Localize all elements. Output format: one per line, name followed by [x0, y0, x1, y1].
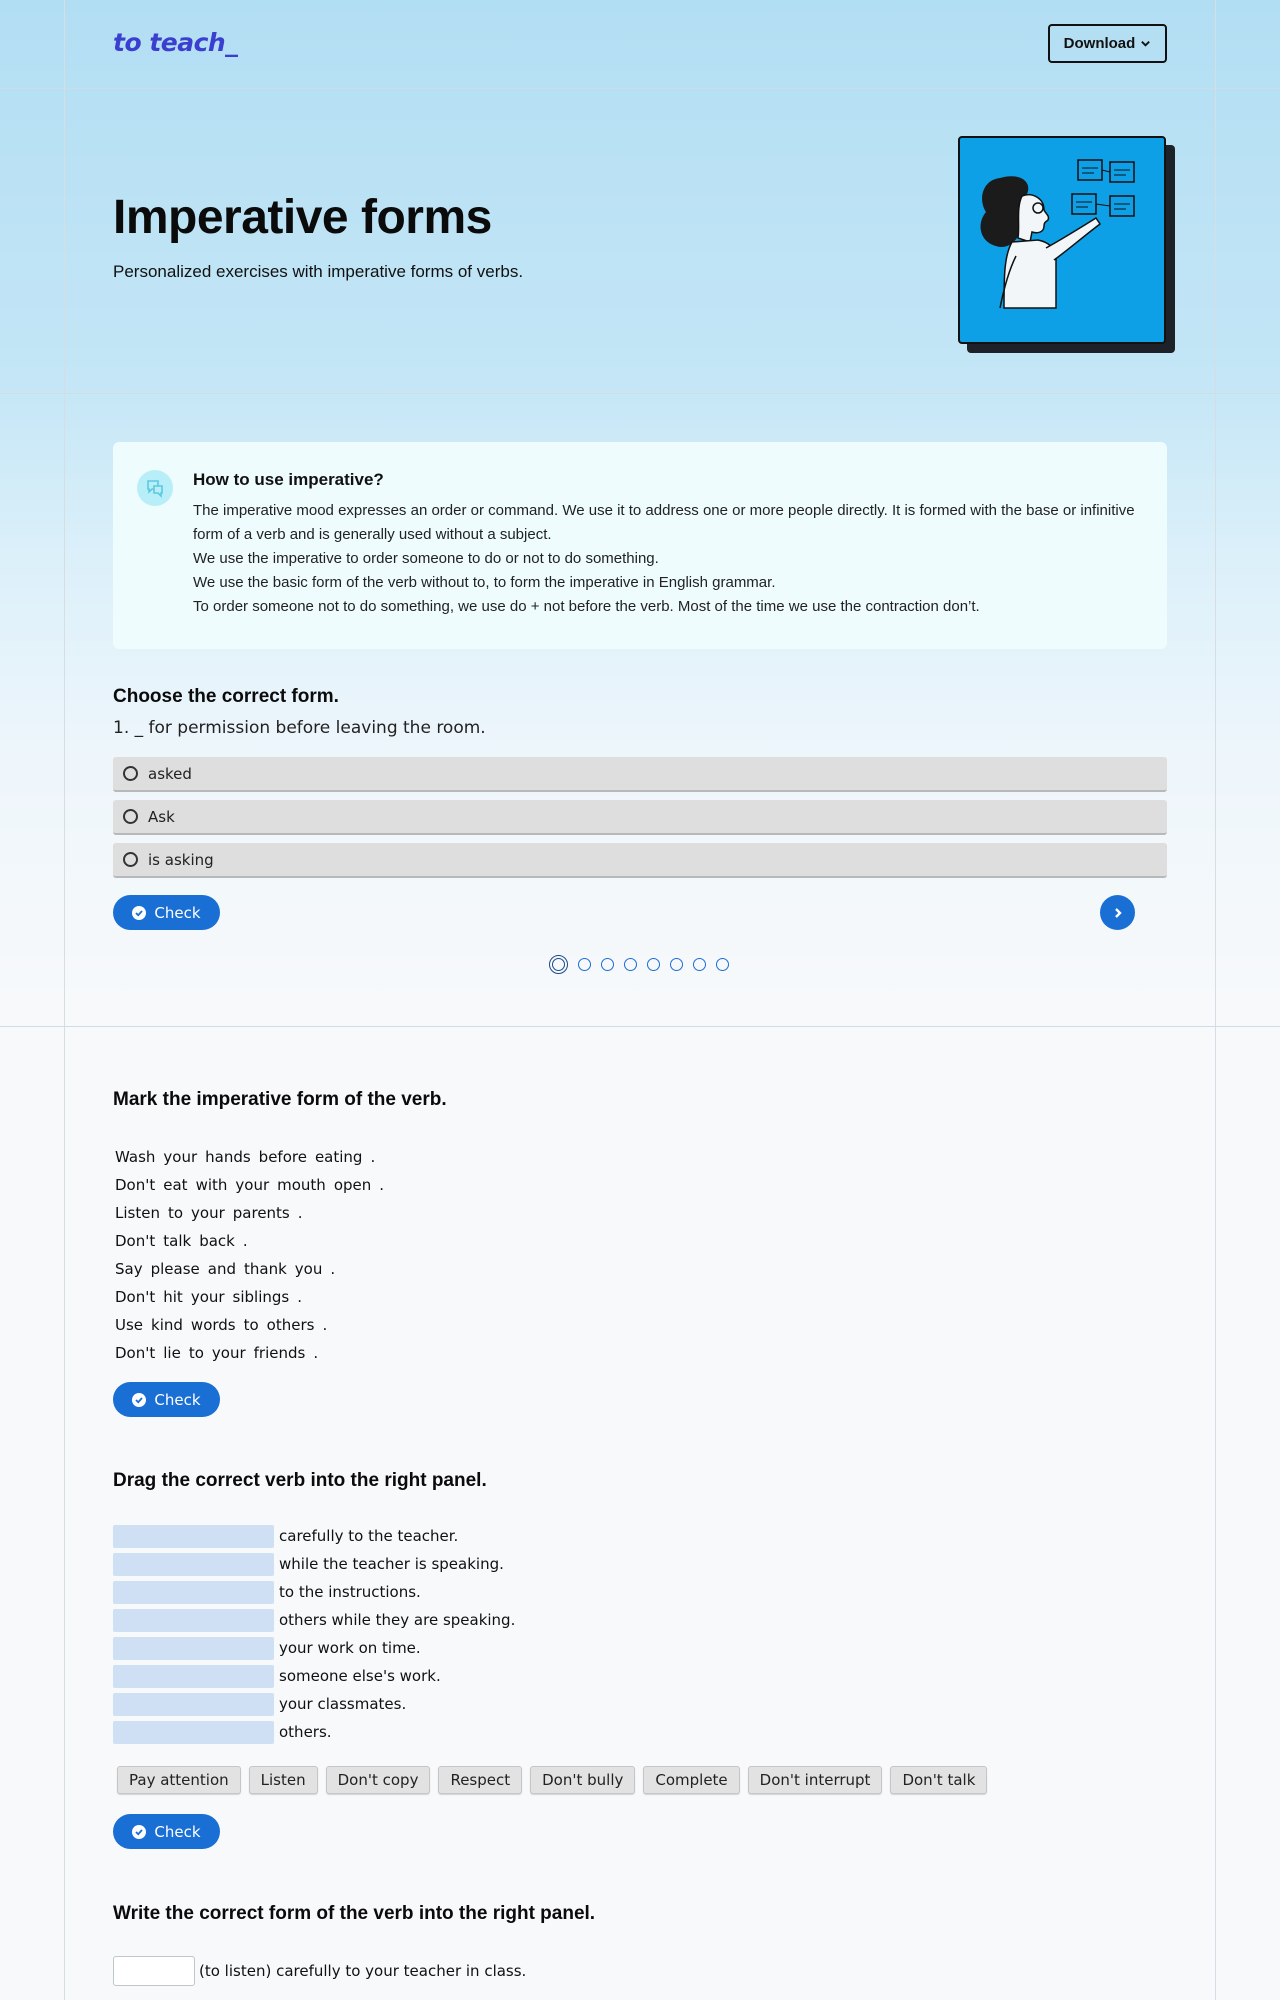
- word-token[interactable]: Use: [115, 1316, 144, 1334]
- verb-chip[interactable]: Don't talk: [890, 1766, 987, 1794]
- option-label: is asking: [148, 850, 214, 869]
- check-label: Check: [154, 1822, 201, 1841]
- question-pagination: [549, 955, 729, 974]
- pagination-dot[interactable]: [624, 958, 637, 971]
- verb-chip[interactable]: Listen: [249, 1766, 318, 1794]
- word-token[interactable]: Wash: [115, 1148, 156, 1166]
- drop-slot[interactable]: [113, 1693, 274, 1716]
- word-token[interactable]: .: [370, 1148, 376, 1166]
- grid-line: [0, 88, 1280, 89]
- word-token[interactable]: to: [243, 1316, 259, 1334]
- word-token[interactable]: .: [297, 1288, 303, 1306]
- drag-row-text: while the teacher is speaking.: [279, 1555, 504, 1573]
- word-token[interactable]: to: [188, 1344, 204, 1362]
- word-token[interactable]: others: [266, 1316, 315, 1334]
- word-token[interactable]: talk: [163, 1232, 192, 1250]
- pagination-dot[interactable]: [578, 958, 591, 971]
- grid-line: [1215, 0, 1216, 2000]
- drag-row: [113, 1718, 515, 1746]
- word-token[interactable]: back: [199, 1232, 235, 1250]
- word-token[interactable]: .: [330, 1260, 336, 1278]
- drag-row: [113, 1662, 515, 1690]
- drag-row-text: someone else's work.: [279, 1667, 441, 1685]
- word-token[interactable]: eat: [163, 1176, 188, 1194]
- drag-row-text: your work on time.: [279, 1639, 421, 1657]
- drop-slot[interactable]: [113, 1637, 274, 1660]
- word-token[interactable]: Don't: [115, 1232, 156, 1250]
- word-token[interactable]: and: [207, 1260, 236, 1278]
- word-token[interactable]: .: [297, 1204, 303, 1222]
- word-token[interactable]: kind: [151, 1316, 183, 1334]
- drag-check-button[interactable]: [113, 1814, 220, 1849]
- page-subtitle: Personalized exercises with imperative forms of verbs.: [113, 262, 524, 281]
- sentence-line: [115, 1255, 392, 1283]
- word-token[interactable]: before: [258, 1148, 307, 1166]
- word-token[interactable]: siblings: [232, 1288, 290, 1306]
- check-circle-icon: [132, 1825, 146, 1839]
- verb-chip[interactable]: Don't bully: [530, 1766, 635, 1794]
- verb-chip[interactable]: Don't interrupt: [748, 1766, 883, 1794]
- drag-row: [113, 1550, 515, 1578]
- word-token[interactable]: please: [150, 1260, 200, 1278]
- grid-line: [0, 1026, 1280, 1027]
- sentence-line: [115, 1171, 392, 1199]
- drop-slot[interactable]: [113, 1665, 274, 1688]
- word-token[interactable]: friends: [253, 1344, 306, 1362]
- mark-heading: Mark the imperative form of the verb.: [113, 1089, 447, 1110]
- drag-row: [113, 1606, 515, 1634]
- drag-row-text: others while they are speaking.: [279, 1611, 516, 1629]
- word-token[interactable]: Say: [115, 1260, 143, 1278]
- drag-heading: Drag the correct verb into the right panel.: [113, 1470, 487, 1491]
- next-question-button[interactable]: [1100, 895, 1135, 930]
- info-title: How to use imperative?: [193, 470, 384, 489]
- sentence-line: [115, 1339, 392, 1367]
- download-label: Download: [1063, 35, 1136, 52]
- chevron-right-icon: [1112, 907, 1124, 919]
- answer-option[interactable]: [113, 843, 1167, 878]
- pagination-dot[interactable]: [601, 958, 614, 971]
- word-token[interactable]: Don't: [115, 1176, 156, 1194]
- mark-sentences: [115, 1143, 392, 1367]
- check-label: Check: [154, 1390, 201, 1409]
- info-line: The imperative mood expresses an order or command. We use it to address one or more people directly. It is formed with the base or infinitive form of a verb and is generally used without a subject.: [193, 502, 1135, 543]
- info-line: To order someone not to do something, we use do + not before the verb. Most of the time we use the contraction don’t.: [193, 598, 980, 615]
- word-token[interactable]: with: [195, 1176, 228, 1194]
- pagination-dot[interactable]: [693, 958, 706, 971]
- word-token[interactable]: your: [235, 1176, 270, 1194]
- page-title: Imperative forms: [113, 191, 492, 244]
- pagination-dot[interactable]: [670, 958, 683, 971]
- grid-line: [64, 0, 65, 2000]
- pagination-dot-active[interactable]: [549, 955, 568, 974]
- drag-row-text: your classmates.: [279, 1695, 407, 1713]
- word-token[interactable]: to: [167, 1204, 184, 1222]
- write-heading: Write the correct form of the verb into the right panel.: [113, 1903, 596, 1924]
- word-token[interactable]: thank: [243, 1260, 287, 1278]
- sentence-line: [115, 1143, 392, 1171]
- word-token[interactable]: Don't: [115, 1344, 156, 1362]
- word-token[interactable]: your: [163, 1148, 198, 1166]
- verb-chip[interactable]: Complete: [643, 1766, 739, 1794]
- site-logo[interactable]: to teach_: [113, 28, 238, 57]
- drop-slot[interactable]: [113, 1721, 274, 1744]
- sentence-line: [115, 1283, 392, 1311]
- info-line: We use the basic form of the verb without to, to form the imperative in English grammar.: [193, 574, 776, 591]
- drag-rows: [113, 1522, 515, 1746]
- word-token[interactable]: eating: [314, 1148, 363, 1166]
- verb-chips: [117, 1766, 987, 1794]
- drag-row: [113, 1690, 515, 1718]
- info-line: We use the imperative to order someone to do or not to do something.: [193, 550, 659, 567]
- word-token[interactable]: .: [322, 1316, 328, 1334]
- drop-slot[interactable]: [113, 1609, 274, 1632]
- drag-row: [113, 1578, 515, 1606]
- verb-chip[interactable]: Don't copy: [326, 1766, 431, 1794]
- drag-row-text: to the instructions.: [279, 1583, 421, 1601]
- teacher-board-illustration: [958, 136, 1166, 346]
- drop-slot[interactable]: [113, 1525, 274, 1548]
- option-label: asked: [148, 764, 192, 783]
- illustration-card: [958, 136, 1166, 344]
- word-token[interactable]: lie: [163, 1344, 181, 1362]
- grammar-info-box: [113, 442, 1167, 649]
- word-token[interactable]: Don't: [115, 1288, 156, 1306]
- sentence-line: [115, 1199, 392, 1227]
- word-token[interactable]: .: [242, 1232, 248, 1250]
- word-token[interactable]: mouth: [277, 1176, 326, 1194]
- pagination-dot[interactable]: [647, 958, 660, 971]
- word-token[interactable]: your: [211, 1344, 246, 1362]
- quiz-check-button[interactable]: [113, 895, 220, 930]
- check-circle-icon: [132, 906, 146, 920]
- quiz-heading: Choose the correct form.: [113, 686, 339, 707]
- word-token[interactable]: your: [190, 1288, 225, 1306]
- drag-row: [113, 1522, 515, 1550]
- chevron-down-icon: [1140, 38, 1151, 49]
- pagination-dot[interactable]: [716, 958, 729, 971]
- info-body: [193, 499, 1143, 619]
- verb-input[interactable]: [113, 1956, 195, 1986]
- check-circle-icon: [132, 1393, 146, 1407]
- sentence-line: [115, 1227, 392, 1255]
- download-button[interactable]: [1048, 24, 1167, 63]
- word-token[interactable]: you: [294, 1260, 323, 1278]
- radio-icon: [123, 809, 138, 824]
- word-token[interactable]: hit: [163, 1288, 183, 1306]
- verb-chip[interactable]: Respect: [438, 1766, 522, 1794]
- check-label: Check: [154, 903, 201, 922]
- word-token[interactable]: hands: [205, 1148, 251, 1166]
- radio-icon: [123, 852, 138, 867]
- word-token[interactable]: words: [190, 1316, 236, 1334]
- drag-row: [113, 1634, 515, 1662]
- word-token[interactable]: parents: [232, 1204, 290, 1222]
- write-row-text: (to listen) carefully to your teacher in class.: [199, 1962, 527, 1980]
- drop-slot[interactable]: [113, 1581, 274, 1604]
- sentence-line: [115, 1311, 392, 1339]
- word-token[interactable]: .: [313, 1344, 319, 1362]
- option-label: Ask: [148, 807, 175, 826]
- drag-row-text: carefully to the teacher.: [279, 1527, 459, 1545]
- word-token[interactable]: .: [379, 1176, 385, 1194]
- radio-icon: [123, 766, 138, 781]
- drop-slot[interactable]: [113, 1553, 274, 1576]
- word-token[interactable]: Listen: [115, 1204, 160, 1222]
- word-token[interactable]: your: [191, 1204, 225, 1222]
- quiz-question: 1. _ for permission before leaving the room.: [113, 718, 486, 738]
- answer-option[interactable]: [113, 800, 1167, 835]
- answer-option[interactable]: [113, 757, 1167, 792]
- grid-line: [0, 393, 1280, 394]
- mark-check-button[interactable]: [113, 1382, 220, 1417]
- verb-chip[interactable]: Pay attention: [117, 1766, 241, 1794]
- chat-bubbles-icon: [137, 470, 173, 506]
- write-row: [113, 1956, 526, 1986]
- word-token[interactable]: open: [333, 1176, 372, 1194]
- drag-row-text: others.: [279, 1723, 332, 1741]
